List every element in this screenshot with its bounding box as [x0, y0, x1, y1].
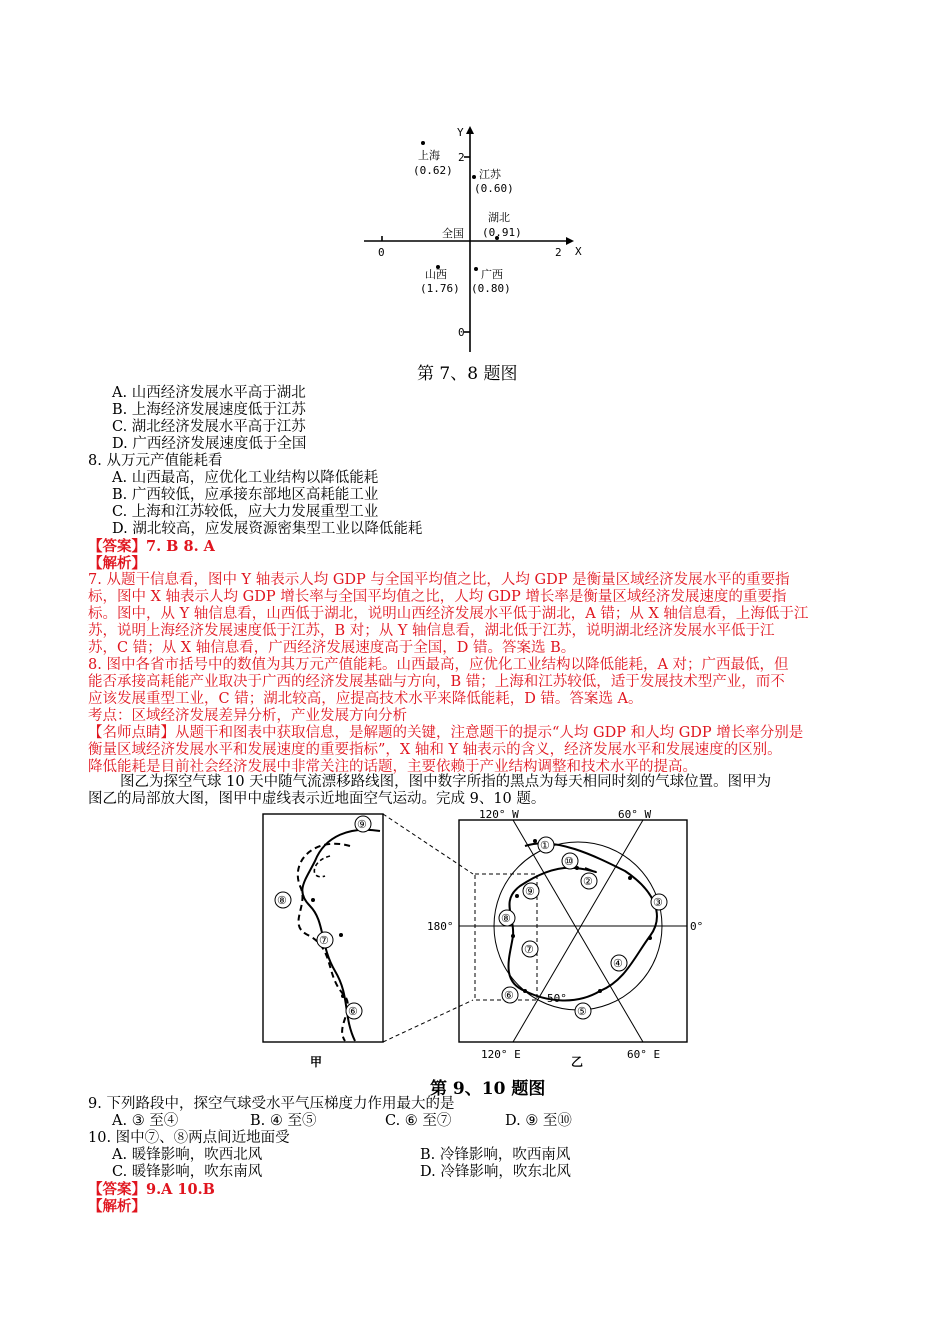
label-10: ⑩: [564, 855, 574, 868]
figure-7-8-caption: 第 7、8 题图: [417, 364, 518, 384]
q10-option-a: A. 暖锋影响，吹西北风: [112, 1147, 263, 1163]
q9-option-a: A. ③ 至④: [112, 1113, 179, 1129]
mingshi-line: 衡量区域经济发展水平和发展速度的重要指标”，X 轴和 Y 轴表示的含义，经济发展水平和发展速度的区别。: [88, 742, 782, 758]
lat-50: 50°: [547, 992, 567, 1005]
q8-option-d: D. 湖北较高，应发展资源密集型工业以降低能耗: [112, 521, 423, 537]
label-5: ⑤: [577, 1005, 587, 1018]
jiexi-heading-9-10: 【解析】: [88, 1198, 146, 1215]
y-axis-label: Y: [457, 126, 464, 139]
q9-option-d: D. ⑨ 至⑩: [505, 1113, 572, 1129]
q8-option-b: B. 广西较低，应承接东部地区高耗能工业: [112, 487, 379, 503]
label-8: ⑧: [501, 912, 511, 925]
lon-180: 180°: [427, 920, 454, 933]
q10-option-b: B. 冷锋影响，吹西南风: [420, 1147, 571, 1163]
q8-stem: 8. 从万元产值能耗看: [88, 453, 223, 469]
x-tick-2: 2: [555, 246, 562, 259]
q9-option-b: B. ④ 至⑤: [250, 1113, 317, 1129]
mingshi-line: 降低能耗是目前社会经济发展中非常关注的话题，主要依赖于产业结构调整和技术水平的提高。: [88, 759, 697, 775]
figure-9-10-caption: 第 9、10 题图: [430, 1079, 546, 1099]
label-jiangsu: 江苏: [479, 168, 501, 181]
label-2: ②: [583, 875, 593, 888]
panel-jia: [263, 814, 383, 1069]
label-9: ⑨: [525, 885, 535, 898]
label-shanghai: 上海: [418, 149, 440, 162]
label-8-jia: ⑧: [277, 894, 287, 907]
label-7: ⑦: [524, 943, 534, 956]
explain-8-line: 能否承接高耗能产业取决于广西的经济发展基础与方向，B 错；上海和江苏较低，适于发展技术型产业，而不: [88, 674, 785, 690]
label-9-jia: ⑨: [357, 818, 367, 831]
label-3: ③: [653, 896, 663, 909]
answer-9-10: 【答案】9.A 10.B: [88, 1181, 215, 1198]
value-jiangsu: (0.60): [474, 182, 514, 195]
y-tick-0: 0: [458, 326, 465, 339]
q7-option-a: A. 山西经济发展水平高于湖北: [112, 385, 306, 401]
point-jiangsu: [472, 175, 476, 179]
figure-9-10: [255, 806, 704, 1076]
q8-option-c: C. 上海和江苏较低，应大力发展重型工业: [112, 504, 379, 520]
label-6: ⑥: [504, 989, 514, 1002]
point-shanghai: [421, 141, 425, 145]
lon-0: 0°: [690, 920, 704, 933]
explain-7-line: 7. 从题干信息看，图中 Y 轴表示人均 GDP 与全国平均值之比，人均 GDP 是衡量区域经济发展水平的重要指: [88, 572, 790, 588]
lon-60e: 60° E: [627, 1048, 661, 1061]
figure-7-8: [360, 120, 600, 388]
mingshi-line: 【名师点睛】从题干和图表中获取信息，是解题的关键，注意题干的提示“人均 GDP 和人均 GDP 增长率分别是: [88, 725, 804, 741]
value-guangxi: (0.80): [471, 282, 511, 295]
label-yi: 乙: [571, 1055, 584, 1069]
label-hubei: 湖北: [488, 211, 510, 224]
lon-60w: 60° W: [618, 808, 652, 821]
q7-option-d: D. 广西经济发展速度低于全国: [112, 436, 307, 452]
explain-7-line: 标，图中 X 轴表示人均 GDP 增长率与全国平均值之比，人均 GDP 增长率是衡量区域经济发展速度的重要指: [88, 589, 787, 605]
explain-7-line: 苏，C 错；从 X 轴信息看，广西经济发展速度高于全国，D 错。答案选 B。: [88, 640, 576, 656]
jiexi-heading-7-8: 【解析】: [88, 555, 146, 572]
answer-7-8: 【答案】7. B 8. A: [88, 538, 215, 555]
q10-stem: 10. 图中⑦、⑧两点间近地面受: [88, 1130, 290, 1146]
label-7-jia: ⑦: [319, 934, 329, 947]
x-axis-label: X: [575, 245, 582, 258]
point-guangxi: [474, 267, 478, 271]
lon-120w: 120° W: [479, 808, 519, 821]
label-shanxi: 山西: [425, 268, 447, 281]
explain-7-line: 标。图中，从 Y 轴信息看，山西低于湖北，说明山西经济发展水平低于湖北，A 错；从 X 轴信息看，上海低于江: [88, 606, 809, 622]
label-jia: 甲: [310, 1055, 323, 1069]
explain-8-line: 应该发展重型工业，C 错；湖北较高，应提高技术水平来降低能耗，D 错。答案选 A。: [88, 691, 643, 707]
q9-stem: 9. 下列路段中，探空气球受水平气压梯度力作用最大的是: [88, 1096, 455, 1112]
value-hubei: (0.91): [482, 226, 522, 239]
label-1: ①: [540, 839, 550, 852]
lon-120e: 120° E: [481, 1048, 521, 1061]
value-shanxi: (1.76): [420, 282, 460, 295]
x-tick-0: 0: [378, 246, 385, 259]
explain-7-line: 苏，说明上海经济发展速度低于江苏，B 对；从 Y 轴信息看，湖北低于江苏，说明湖北经济发展水平低于江: [88, 623, 775, 639]
label-quanguo: 全国: [442, 227, 464, 240]
label-6-jia: ⑥: [348, 1005, 358, 1018]
kaodian: 考点：区域经济发展差异分析，产业发展方向分析: [88, 708, 407, 724]
panel-yi: [427, 808, 703, 1069]
q7-option-c: C. 湖北经济发展水平高于江苏: [112, 419, 306, 435]
label-4: ④: [613, 957, 623, 970]
q9-option-c: C. ⑥ 至⑦: [385, 1113, 452, 1129]
value-shanghai: (0.62): [413, 164, 453, 177]
explain-8-line: 8. 图中各省市括号中的数值为其万元产值能耗。山西最高，应优化工业结构以降低能耗，A 对；广西最低，但: [88, 657, 789, 673]
intro-9-10-line: 图乙为探空气球 10 天中随气流漂移路线图，图中数字所指的黑点为每天相同时刻的气球位置。图甲为: [120, 774, 772, 790]
y-tick-2: 2: [458, 151, 465, 164]
q10-option-d: D. 冷锋影响，吹东北风: [420, 1164, 571, 1180]
q10-option-c: C. 暖锋影响，吹东南风: [112, 1164, 263, 1180]
q8-option-a: A. 山西最高，应优化工业结构以降低能耗: [112, 470, 379, 486]
label-guangxi: 广西: [481, 268, 503, 281]
intro-9-10-line: 图乙的局部放大图，图甲中虚线表示近地面空气运动。完成 9、10 题。: [88, 791, 546, 807]
q7-option-b: B. 上海经济发展速度低于江苏: [112, 402, 306, 418]
